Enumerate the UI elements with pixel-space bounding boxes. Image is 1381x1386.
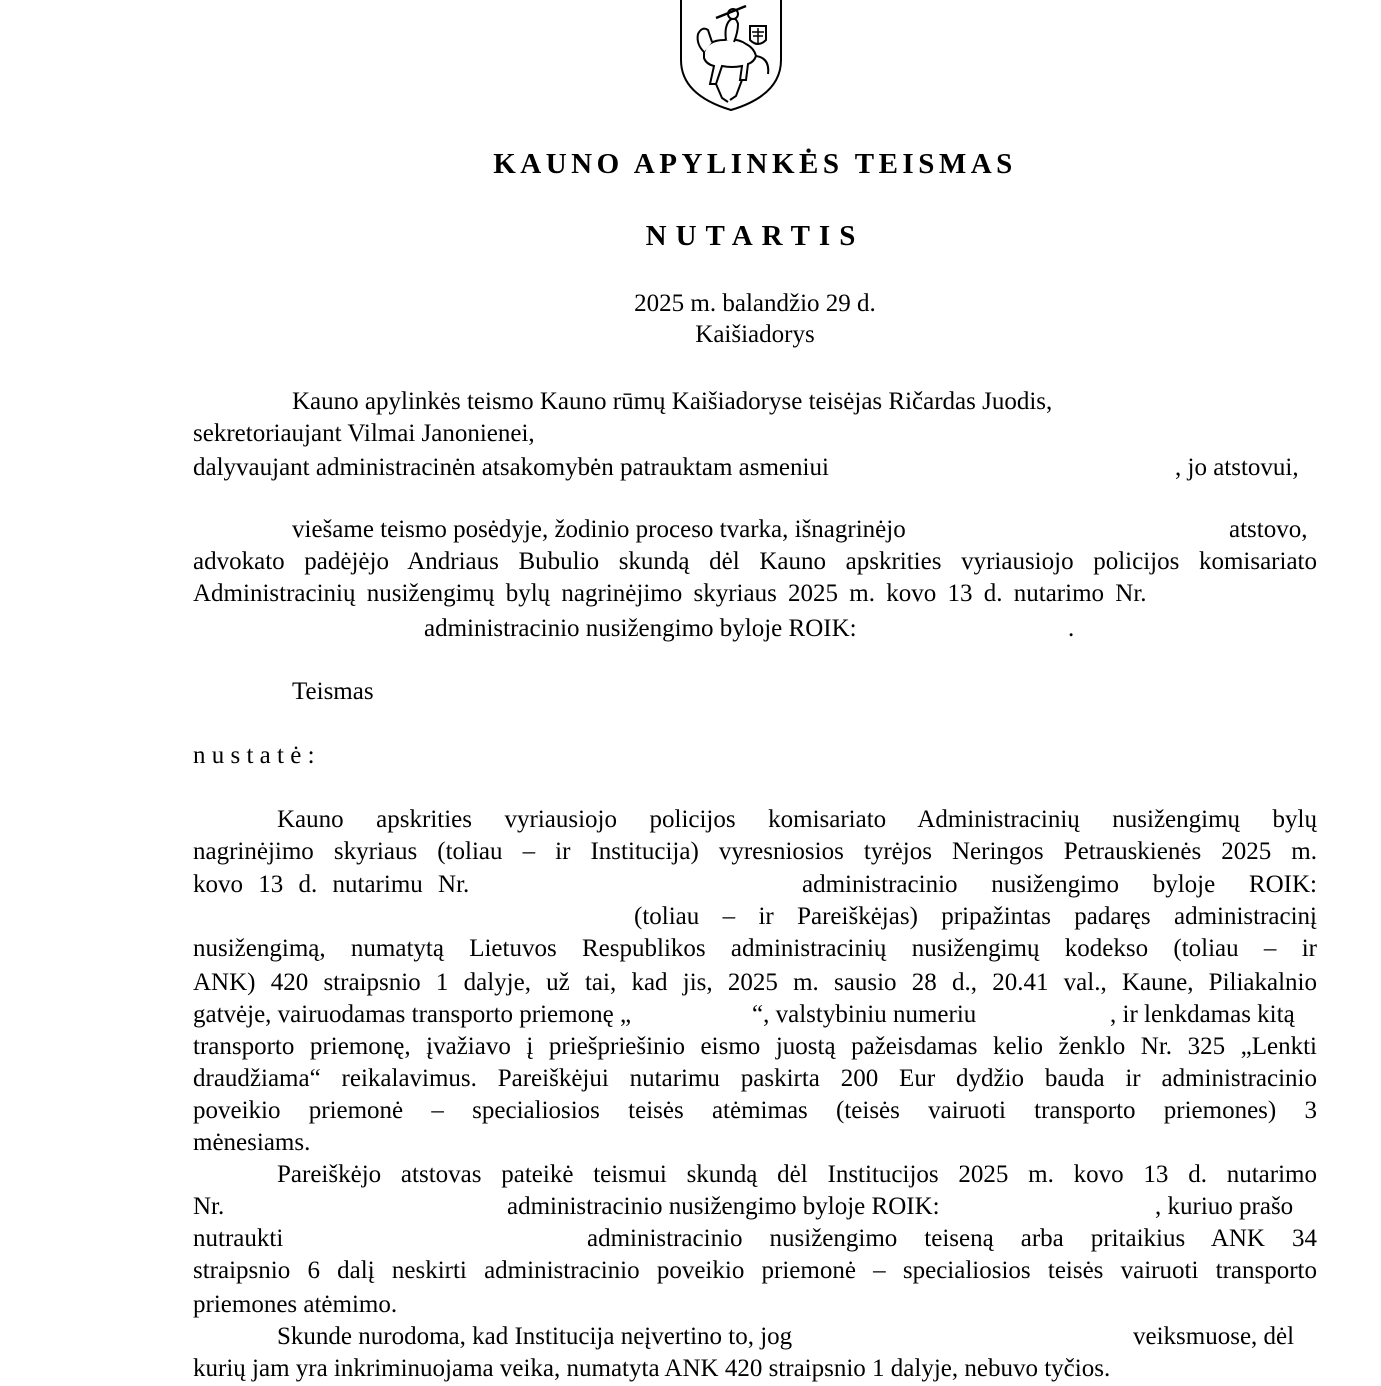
body-line: administracinio nusižengimo byloje ROIK: bbox=[802, 871, 1317, 898]
body-line: nagrinėjimo skyriaus (toliau – ir Institucija) vyresniosios tyrėjos Neringos Petrauskienės 2025 m. bbox=[193, 838, 1317, 865]
body-line: Nr. bbox=[193, 1193, 225, 1220]
body-line: “, valstybiniu numeriu bbox=[752, 1001, 977, 1028]
intro-line: dalyvaujant administracinėn atsakomybėn patrauktam asmeniui bbox=[193, 454, 829, 481]
document-place: Kaišiadorys bbox=[695, 321, 815, 348]
intro-line: , jo atstovui, bbox=[1175, 454, 1299, 481]
intro-line: viešame teismo posėdyje, žodinio proceso tvarka, išnagrinėjo bbox=[292, 516, 906, 543]
body-line: draudžiama“ reikalavimus. Pareiškėjui nutarimu paskirta 200 Eur dydžio bauda ir administracinio bbox=[193, 1065, 1317, 1092]
intro-line: advokato padėjėjo Andriaus Bubulio skundą dėl Kauno apskrities vyriausiojo policijos komisariato bbox=[193, 548, 1317, 575]
found-label: n u s t a t ė : bbox=[193, 742, 315, 769]
coat-of-arms-icon bbox=[676, 0, 786, 112]
body-line: ANK) 420 straipsnio 1 dalyje, už tai, kad jis, 2025 m. sausio 28 d., 20.41 val., Kaune, Piliakalnio bbox=[193, 969, 1317, 996]
court-name-heading: KAUNO APYLINKĖS TEISMAS bbox=[493, 148, 1017, 180]
intro-line: administracinio nusižengimo byloje ROIK: bbox=[424, 615, 857, 642]
body-line: transporto priemonę, įvažiavo į priešpriešinio eismo juostą pažeisdamas kelio ženklo Nr. 325 „Lenkti bbox=[193, 1033, 1317, 1060]
intro-line: Administracinių nusižengimų bylų nagrinėjimo skyriaus 2025 m. kovo 13 d. nutarimo Nr. bbox=[193, 580, 1147, 607]
court-label: Teismas bbox=[292, 678, 374, 705]
body-line: administracinio nusižengimo teiseną arba pritaikius ANK 34 bbox=[587, 1225, 1317, 1252]
intro-line: atstovo, bbox=[1229, 516, 1308, 543]
intro-line: Kauno apylinkės teismo Kauno rūmų Kaišiadoryse teisėjas Ričardas Juodis, bbox=[292, 388, 1053, 415]
intro-line: . bbox=[1068, 615, 1075, 642]
body-line: , ir lenkdamas kitą bbox=[1110, 1001, 1295, 1028]
body-line: poveikio priemonė – specialiosios teisės atėmimas (teisės vairuoti transporto priemones) 3 bbox=[193, 1097, 1317, 1124]
body-line: Skunde nurodoma, kad Institucija neįvertino to, jog bbox=[277, 1323, 793, 1350]
body-line: kovo 13 d. nutarimu Nr. bbox=[193, 871, 470, 898]
body-line: nutraukti bbox=[193, 1225, 284, 1252]
intro-line: sekretoriaujant Vilmai Janonienei, bbox=[193, 420, 535, 447]
body-line: veiksmuose, dėl bbox=[1133, 1323, 1295, 1350]
document-type-heading: NUTARTIS bbox=[645, 220, 865, 252]
body-line: kurių jam yra inkriminuojama veika, numatyta ANK 420 straipsnio 1 dalyje, nebuvo tyčios. bbox=[193, 1355, 1111, 1382]
body-line: Pareiškėjo atstovas pateikė teismui skundą dėl Institucijos 2025 m. kovo 13 d. nutarimo bbox=[277, 1161, 1317, 1188]
body-line: priemones atėmimo. bbox=[193, 1291, 398, 1318]
body-line: , kuriuo prašo bbox=[1155, 1193, 1294, 1220]
document-date: 2025 m. balandžio 29 d. bbox=[634, 290, 876, 317]
body-line: (toliau – ir Pareiškėjas) pripažintas padaręs administracinį bbox=[634, 903, 1317, 930]
body-line: mėnesiams. bbox=[193, 1129, 311, 1156]
body-line: nusižengimą, numatytą Lietuvos Respublikos administracinių nusižengimų kodekso (toliau – ir bbox=[193, 935, 1317, 962]
body-line: administracinio nusižengimo byloje ROIK: bbox=[507, 1193, 940, 1220]
body-line: gatvėje, vairuodamas transporto priemonę „ bbox=[193, 1001, 632, 1028]
body-line: straipsnio 6 dalį neskirti administracinio poveikio priemonė – specialiosios teisės vairuoti transporto bbox=[193, 1257, 1317, 1284]
body-line: Kauno apskrities vyriausiojo policijos komisariato Administracinių nusižengimų bylų bbox=[277, 806, 1317, 833]
